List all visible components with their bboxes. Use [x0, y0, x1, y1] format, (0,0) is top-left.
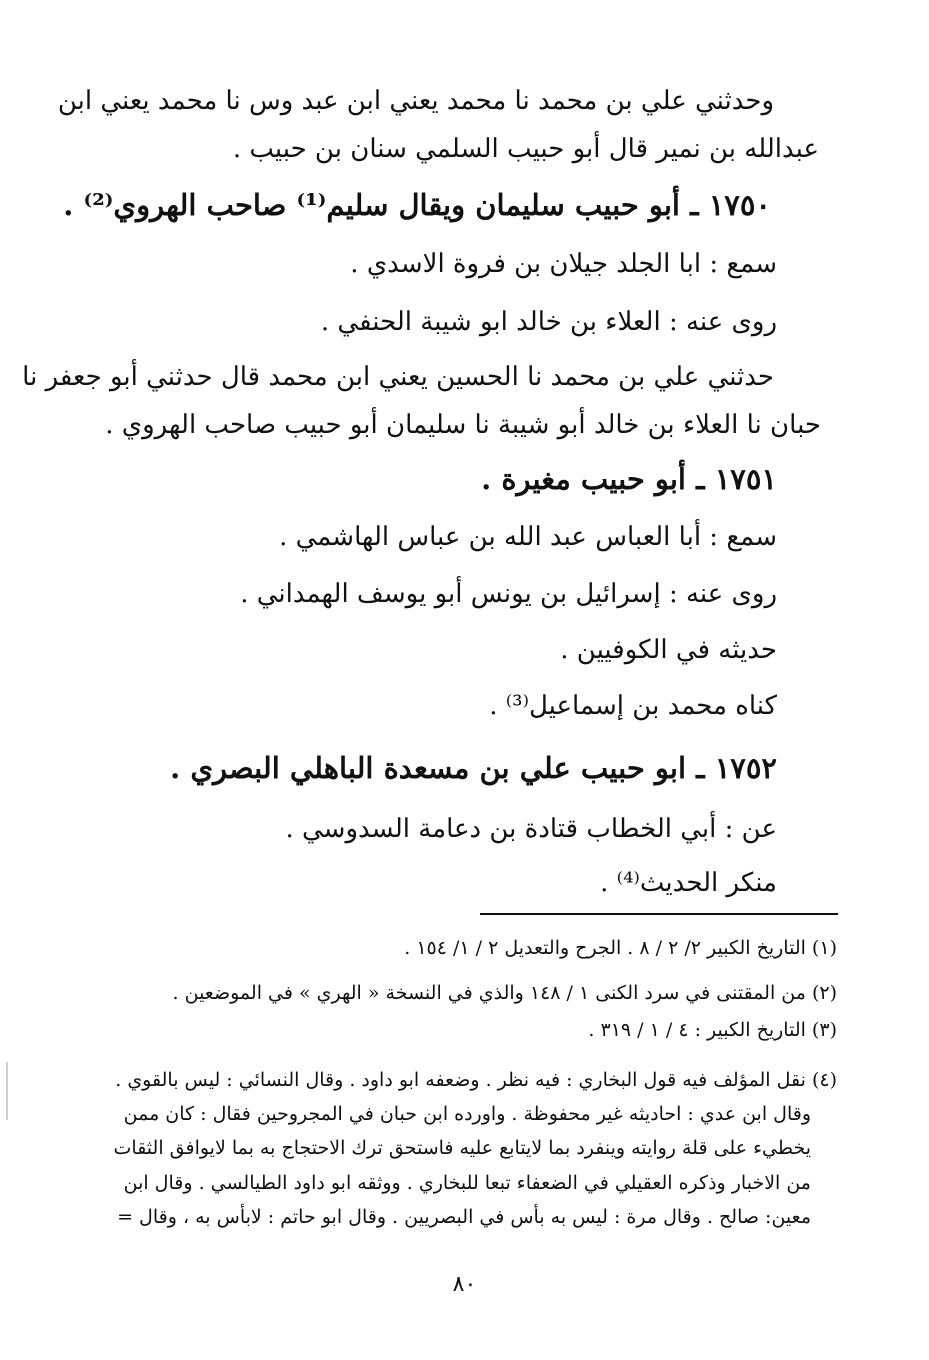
- entry-heading-1750: ١٧٥٠ ـ أبو حبيب سليمان ويقال سليم⁽¹⁾ صاحب الهروي⁽²⁾ .: [63, 188, 771, 222]
- footnote-separator: [480, 913, 838, 915]
- footnote-1: (١) التاريخ الكبير ٢/ ٢ / ٨ . الجرح والتعديل ٢ / ١/ ١٥٤ .: [404, 937, 837, 959]
- paragraph-line: عبدالله بن نمير قال أبو حبيب السلمي سنان بن حبيب .: [232, 134, 819, 164]
- entry-heading-1751: ١٧٥١ ـ أبو حبيب مغيرة .: [481, 462, 777, 496]
- entry-from: عن : أبي الخطاب قتادة بن دعامة السدوسي .: [285, 814, 777, 844]
- entry-narrated-by: روى عنه : العلاء بن خالد ابو شيبة الحنفي .: [320, 307, 777, 337]
- footnote-3: (٣) التاريخ الكبير : ٤ / ١ / ٣١٩ .: [588, 1019, 837, 1041]
- page-number: ٨٠: [452, 1272, 477, 1297]
- footnote-4-line: (٤) نقل المؤلف فيه قول البخاري : فيه نظر . وضعفه ابو داود . وقال النسائي : ليس بالقوي .: [115, 1069, 837, 1091]
- entry-narrated-by: روى عنه : إسرائيل بن يونس أبو يوسف الهمداني .: [240, 579, 777, 609]
- paragraph-line: حبان نا العلاء بن خالد أبو شيبة نا سليمان أبو حبيب صاحب الهروي .: [105, 410, 821, 440]
- footnote-4-line: وقال ابن عدي : احاديثه غير محفوظة . واورده ابن حبان في المجروحين فقال : كان ممن: [123, 1103, 811, 1125]
- footnote-4-line: من الاخبار وذكره العقيلي في الضعفاء تبعا للبخاري . ووثقه ابو داود الطيالسي . وقال ابن: [123, 1172, 811, 1194]
- scan-edge-mark: [6, 1062, 8, 1120]
- footnote-2: (٢) من المقتنى في سرد الكنى ١ / ١٤٨ والذي في النسخة « الهري » في الموضعين .: [172, 982, 837, 1004]
- entry-verdict: منكر الحديث⁽⁴⁾ .: [600, 868, 777, 898]
- entry-note: حديثه في الكوفيين .: [560, 635, 777, 665]
- entry-kunya: كناه محمد بن إسماعيل⁽³⁾ .: [489, 691, 777, 721]
- footnote-4-line: يخطيء على قلة روايته وينفرد بما لايتابع عليه فاستحق ترك الاحتجاج به بما لايوافق الثقات: [113, 1137, 811, 1159]
- footnote-4-line: معين: صالح . وقال مرة : ليس به بأس في البصريين . وقال ابو حاتم : لابأس به ، وقال =: [117, 1206, 811, 1228]
- entry-heading-1752: ١٧٥٢ ـ ابو حبيب علي بن مسعدة الباهلي البصري .: [170, 751, 777, 785]
- paragraph-line: حدثني علي بن محمد نا الحسين يعني ابن محمد قال حدثني أبو جعفر نا: [22, 362, 774, 392]
- paragraph-line: وحدثني علي بن محمد نا محمد يعني ابن عبد وس نا محمد يعني ابن: [57, 86, 774, 116]
- entry-heard-from: سمع : أبا العباس عبد الله بن عباس الهاشمي .: [279, 522, 777, 552]
- entry-heard-from: سمع : ابا الجلد جيلان بن فروة الاسدي .: [350, 249, 777, 279]
